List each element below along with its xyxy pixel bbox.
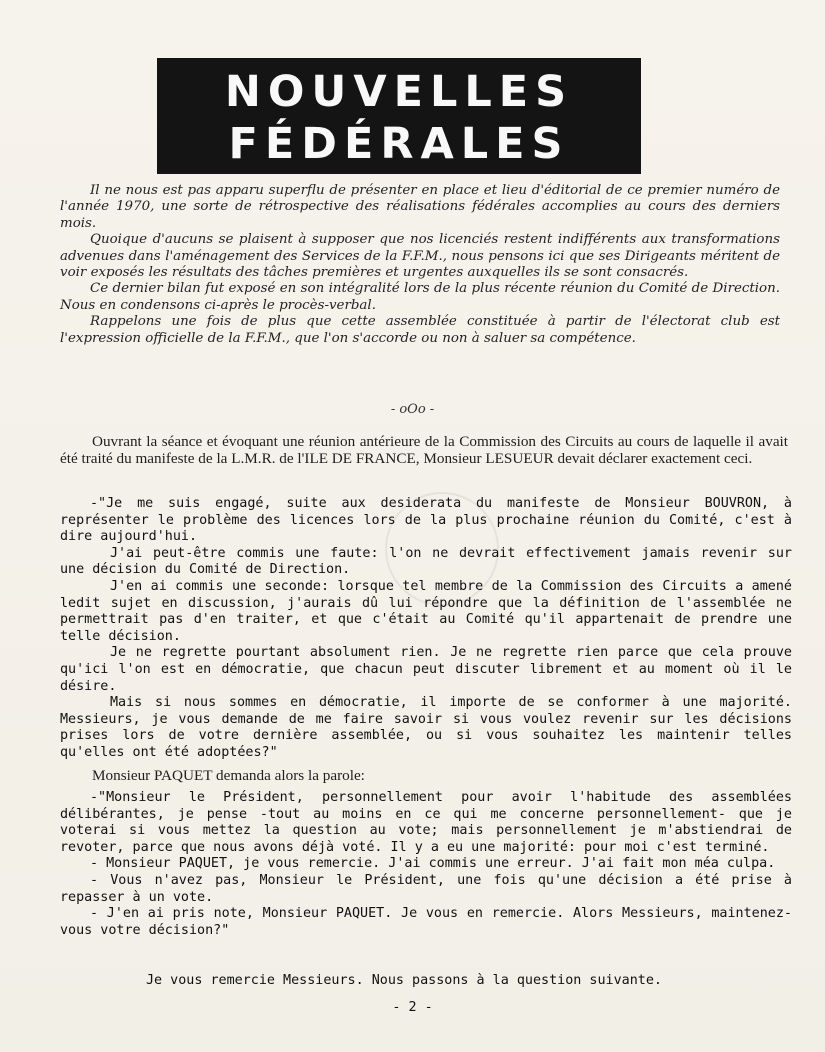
- speech-paragraph: Mais si nous sommes en démocratie, il importe de se conformer à une majorité. Messieurs, je vous demande de me faire savoir si vous voulez revenir sur les décisions prises lors de votre dernière assemblée, ou si vous souhaitez les maintenir telles qu'elles ont été adoptées?": [60, 695, 792, 760]
- opening-paragraph-block: [60, 434, 788, 467]
- intro-paragraph: Rappelons une fois de plus que cette assemblée constituée à partir de l'électorat club est l'expression officielle de la F.F.M., que l'on s'accorde ou non à saluer sa compétence.: [60, 314, 780, 346]
- dialogue-line: -"Monsieur le Président, personnellement pour avoir l'habitude des assemblées délibérantes, je pense -tout au moins en ce qui me concerne personnellement- que je voterai si vous mettez la question au vote; mais personnellement je m'abstiendrai de revoter, parce que nous avons déjà voté. Il y a eu une majorité: pour moi c'est terminé.: [60, 790, 792, 855]
- intro-paragraph: Quoique d'aucuns se plaisent à supposer que nos licenciés restent indifférents aux transformations advenues dans l'aménagement des Services de la F.F.M., nous pensons ici que ses Dirigeants méritent de voir exposés les résultats des tâches premières et urgentes auxquelles ils se sont consacrés.: [60, 232, 780, 281]
- dialogue-line: - Vous n'avez pas, Monsieur le Président, une fois qu'une décision a été prise à repasser à un vote.: [60, 872, 792, 905]
- intro-paragraph: Il ne nous est pas apparu superflu de présenter en place et lieu d'éditorial de ce premier numéro de l'année 1970, une sorte de rétrospective des réalisations fédérales accomplies au cours des derniers mois.: [60, 183, 780, 231]
- lesueur-speech: [60, 496, 792, 762]
- dialogue-line: - J'en ai pris note, Monsieur PAQUET. Je vous en remercie. Alors Messieurs, maintenez-vous votre décision?": [60, 906, 792, 938]
- speech-paragraph: J'ai peut-être commis une faute: l'on ne devrait effectivement jamais revenir sur une décision du Comité de Direction.: [60, 545, 792, 578]
- masthead-line-2: FÉDÉRALES: [228, 119, 570, 169]
- editorial-intro: [60, 183, 780, 347]
- speech-paragraph: J'en ai commis une seconde: lorsque tel membre de la Commission des Circuits a amené ledit sujet en discussion, j'aurais dû lui répondre que la définition de l'assemblée ne permettrait pas d'en traiter, et que c'était au Comité qu'il appartenait de prendre une telle décision.: [60, 578, 792, 644]
- speech-paragraph: Je ne regrette pourtant absolument rien. Je ne regrette rien parce que cela prouve qu'ici l'on est en démocratie, que chacun peut discuter librement et au moment où il le désire.: [60, 645, 792, 694]
- opening-paragraph: Ouvrant la séance et évoquant une réunion antérieure de la Commission des Circuits au cours de laquelle il avait été traité du manifeste de la L.M.R. de l'ILE DE FRANCE, Monsieur LESUEUR devait déclarer exactement ceci.: [60, 433, 788, 467]
- intro-paragraph: Ce dernier bilan fut exposé en son intégralité lors de la plus récente réunion du Comité de Direction. Nous en condensons ci-après le procès-verbal.: [60, 281, 780, 313]
- speech-paragraph: -"Je me suis engagé, suite aux desiderata du manifeste de Monsieur BOUVRON, à représenter le problème des licences lors de la plus prochaine réunion du Comité, c'est à dire aujourd'hui.: [60, 496, 792, 545]
- dialogue-line: - Monsieur PAQUET, je vous remercie. J'ai commis une erreur. J'ai fait mon méa culpa.: [90, 856, 776, 872]
- masthead-banner: [157, 58, 641, 174]
- closing-line: Je vous remercie Messieurs. Nous passons à la question suivante.: [146, 973, 662, 988]
- paquet-intro: Monsieur PAQUET demanda alors la parole:: [92, 767, 365, 784]
- dialogue-block: [60, 790, 792, 939]
- section-separator: - oOo -: [390, 402, 435, 417]
- page-number: - 2 -: [392, 1000, 433, 1015]
- masthead-line-1: NOUVELLES: [224, 67, 574, 117]
